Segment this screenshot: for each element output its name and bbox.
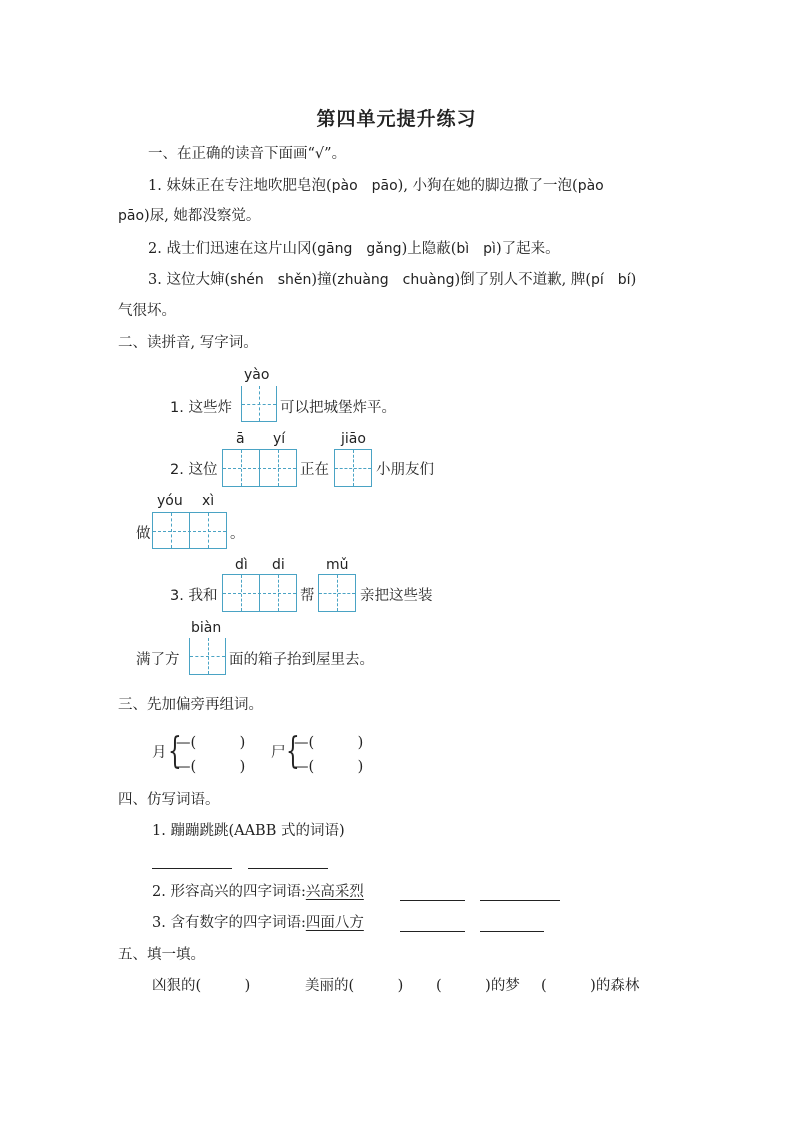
q1-line1	[148, 176, 604, 196]
moon-item-2[interactable]: —( )	[176, 759, 246, 775]
s3-pinyin-di1: dì	[235, 557, 248, 573]
tianzige-box-ayi[interactable]	[222, 449, 297, 487]
s3-pinyin-mu: mǔ	[326, 557, 349, 573]
q2-text-b: )上隐蔽(	[401, 241, 457, 257]
s3-l2-pre: 满了方	[136, 652, 180, 668]
answer-line-1b[interactable]	[248, 868, 328, 869]
s2-pinyin-xi: xì	[202, 493, 215, 509]
q2-text-a: 2. 战士们迅速在这片山冈(	[148, 241, 318, 257]
radical-shi: 尸	[271, 745, 286, 761]
q1-text-c: )尿, 她都没察觉。	[144, 208, 261, 224]
q1-line2	[118, 206, 260, 226]
shi-item-2[interactable]: —( )	[294, 759, 364, 775]
tianzige-box-didi[interactable]	[222, 574, 297, 612]
section4-heading: 四、仿写词语。	[118, 792, 220, 808]
q3-pinyin-2: zhuàng chuàng	[337, 272, 455, 288]
q1-text-b: ), 小狗在她的脚边撒了一泡(	[397, 178, 578, 194]
s2-pinyin-a: ā	[236, 431, 245, 447]
s2-pre: 2. 这位	[170, 462, 218, 478]
s4-q2-example: 兴高采烈	[305, 884, 364, 900]
brace-left-icon: {	[168, 731, 182, 772]
moon-item-1[interactable]: —( )	[176, 735, 246, 751]
section1-heading: 一、在正确的读音下面画“√”。	[148, 146, 347, 162]
q2-pinyin-2: bì pì	[456, 241, 496, 257]
tianzige-box-yao[interactable]	[241, 386, 277, 422]
q2-line	[148, 239, 560, 259]
s4-q3-example: 四面八方	[305, 915, 364, 931]
s2-l2-pre: 做	[136, 526, 151, 542]
s4-q3	[152, 913, 364, 933]
q3-pinyin-1: shén shěn	[230, 272, 312, 288]
s2-mid: 正在	[300, 462, 329, 478]
answer-line-2b[interactable]	[480, 900, 560, 901]
s3-l2-post: 面的箱子抬到屋里去。	[229, 652, 374, 668]
q3-text-c: )倒了别人不道歉, 脾(	[454, 272, 592, 288]
s4-q2-label: 2. 形容高兴的四字词语:	[152, 884, 306, 900]
tianzige-box-bian[interactable]	[189, 638, 226, 675]
s3-pinyin-bian: biàn	[191, 620, 222, 636]
s2-pinyin-you: yóu	[157, 493, 183, 509]
s3-post: 亲把这些装	[360, 588, 433, 604]
q3-text-d: )	[630, 272, 637, 288]
s1-post: 可以把城堡炸平。	[280, 400, 396, 416]
s3-pinyin-di2: di	[272, 557, 285, 573]
q1-pinyin-1: pào pāo	[331, 178, 398, 194]
answer-line-1a[interactable]	[152, 868, 232, 869]
brace-right-icon: {	[286, 731, 300, 772]
s1-pre: 1. 这些炸	[170, 400, 232, 416]
q2-text-c: )了起来。	[495, 241, 560, 257]
s1-pinyin: yào	[244, 367, 270, 383]
answer-line-2a[interactable]	[400, 900, 465, 901]
tianzige-box-jiao[interactable]	[334, 449, 372, 487]
q3-text-b: )撞(	[311, 272, 338, 288]
s3-mid: 帮	[300, 588, 315, 604]
q1-pinyin-2b: pāo	[118, 208, 145, 224]
radical-moon: 月	[152, 745, 167, 761]
fill-item-2[interactable]: 美丽的( )	[305, 978, 404, 994]
s2-post: 小朋友们	[376, 462, 434, 478]
s2-l2-post: 。	[230, 526, 245, 542]
page-title: 第四单元提升练习	[316, 108, 477, 130]
answer-line-3b[interactable]	[480, 931, 544, 932]
q1-text-a: 1. 妹妹正在专注地吹肥皂泡(	[148, 178, 332, 194]
s3-pre: 3. 我和	[170, 588, 218, 604]
s4-q1: 1. 蹦蹦跳跳(AABB 式的词语)	[152, 823, 345, 839]
q3-pinyin-3: pí bí	[591, 272, 631, 288]
q3-line1	[148, 270, 636, 290]
section2-heading: 二、读拼音, 写字词。	[118, 335, 258, 351]
q2-pinyin-1: gāng gǎng	[317, 241, 402, 257]
tianzige-box-mu[interactable]	[318, 574, 356, 612]
fill-item-3[interactable]: ( )的梦	[436, 978, 520, 994]
answer-line-3a[interactable]	[400, 931, 465, 932]
section3-heading: 三、先加偏旁再组词。	[118, 697, 263, 713]
q3-line2: 气很坏。	[118, 303, 176, 319]
shi-item-1[interactable]: —( )	[294, 735, 364, 751]
fill-item-1[interactable]: 凶狠的( )	[152, 978, 251, 994]
q1-pinyin-2a: pào	[577, 178, 604, 194]
s4-q2	[152, 882, 364, 902]
s2-pinyin-jiao: jiāo	[341, 431, 366, 447]
fill-item-4[interactable]: ( )的森林	[541, 978, 640, 994]
s4-q3-label: 3. 含有数字的四字词语:	[152, 915, 306, 931]
section5-heading: 五、填一填。	[118, 947, 205, 963]
s2-pinyin-yi: yí	[273, 431, 286, 447]
q3-text-a: 3. 这位大婶(	[148, 272, 231, 288]
tianzige-box-youxi[interactable]	[152, 512, 227, 549]
